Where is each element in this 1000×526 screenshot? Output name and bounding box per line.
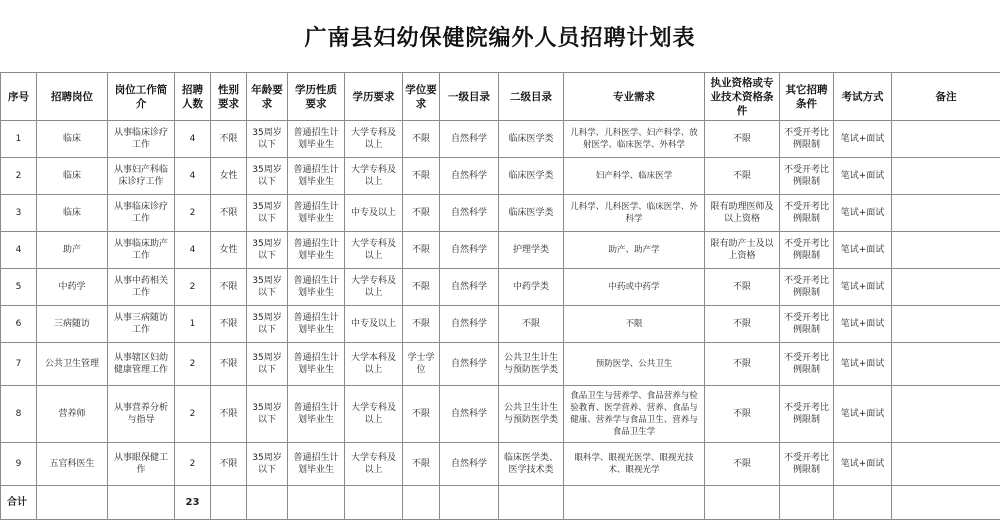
cell-index: 9 [1,443,37,486]
cell-other: 不受开考比例限制 [780,121,834,158]
total-cell-empty [288,486,345,520]
cell-qualification: 不限 [705,158,780,195]
cell-age: 35周岁以下 [247,343,288,386]
table-row [1,343,1000,386]
total-cell-empty [564,486,705,520]
cell-exam: 笔试+面试 [834,121,892,158]
cell-edu-type: 普通招生计划毕业生 [288,386,345,443]
total-cell-empty [440,486,499,520]
cell-edu-type: 普通招生计划毕业生 [288,232,345,269]
cell-majors: 助产、助产学 [564,232,705,269]
cell-index: 3 [1,195,37,232]
cell-qualification: 不限 [705,386,780,443]
column-header: 序号 [1,73,37,121]
cell-category-2: 中药学类 [499,269,564,306]
cell-exam: 笔试+面试 [834,386,892,443]
cell-count: 2 [175,269,211,306]
column-header: 学位要求 [403,73,440,121]
total-row [1,486,1000,520]
total-cell-empty [37,486,108,520]
cell-edu-level: 中专及以上 [345,195,403,232]
cell-count: 2 [175,343,211,386]
cell-remarks [892,195,1000,232]
cell-index: 2 [1,158,37,195]
cell-gender: 不限 [211,195,247,232]
cell-position: 三病随访 [37,306,108,343]
column-header: 学历性质要求 [288,73,345,121]
column-header: 学历要求 [345,73,403,121]
cell-degree: 不限 [403,443,440,486]
table-row [1,232,1000,269]
table-row [1,269,1000,306]
table-row [1,386,1000,443]
cell-position: 五官科医生 [37,443,108,486]
cell-edu-level: 大学专科及以上 [345,232,403,269]
cell-index: 4 [1,232,37,269]
cell-gender: 不限 [211,386,247,443]
total-count: 23 [175,486,211,520]
cell-qualification: 不限 [705,121,780,158]
cell-gender: 不限 [211,121,247,158]
cell-other: 不受开考比例限制 [780,195,834,232]
cell-degree: 学士学位 [403,343,440,386]
cell-category-2: 护理学类 [499,232,564,269]
cell-other: 不受开考比例限制 [780,343,834,386]
cell-edu-level: 大学专科及以上 [345,443,403,486]
column-header: 考试方式 [834,73,892,121]
cell-degree: 不限 [403,386,440,443]
cell-gender: 不限 [211,306,247,343]
cell-exam: 笔试+面试 [834,343,892,386]
cell-position: 中药学 [37,269,108,306]
cell-remarks [892,158,1000,195]
column-header: 其它招聘条件 [780,73,834,121]
cell-count: 1 [175,306,211,343]
cell-age: 35周岁以下 [247,443,288,486]
table-row [1,158,1000,195]
recruitment-table [0,72,1000,520]
cell-edu-type: 普通招生计划毕业生 [288,269,345,306]
total-cell-empty [403,486,440,520]
cell-edu-level: 大学专科及以上 [345,386,403,443]
cell-age: 35周岁以下 [247,306,288,343]
cell-edu-type: 普通招生计划毕业生 [288,121,345,158]
cell-category-1: 自然科学 [440,232,499,269]
cell-gender: 女性 [211,158,247,195]
cell-qualification: 限有助理医师及以上资格 [705,195,780,232]
cell-index: 6 [1,306,37,343]
total-cell-empty [211,486,247,520]
column-header: 年龄要求 [247,73,288,121]
cell-category-2: 公共卫生计生与预防医学类 [499,343,564,386]
cell-other: 不受开考比例限制 [780,443,834,486]
cell-category-2: 临床医学类 [499,158,564,195]
total-cell-empty [499,486,564,520]
cell-remarks [892,121,1000,158]
cell-exam: 笔试+面试 [834,195,892,232]
cell-duties: 从事妇产科临床诊疗工作 [108,158,175,195]
cell-exam: 笔试+面试 [834,158,892,195]
cell-qualification: 不限 [705,269,780,306]
cell-category-1: 自然科学 [440,443,499,486]
cell-category-1: 自然科学 [440,343,499,386]
cell-other: 不受开考比例限制 [780,306,834,343]
cell-other: 不受开考比例限制 [780,158,834,195]
cell-exam: 笔试+面试 [834,232,892,269]
cell-degree: 不限 [403,232,440,269]
cell-age: 35周岁以下 [247,195,288,232]
cell-edu-type: 普通招生计划毕业生 [288,306,345,343]
column-header: 专业需求 [564,73,705,121]
cell-position: 临床 [37,158,108,195]
cell-index: 8 [1,386,37,443]
cell-edu-type: 普通招生计划毕业生 [288,443,345,486]
cell-position: 公共卫生管理 [37,343,108,386]
cell-duties: 从事营养分析与指导 [108,386,175,443]
cell-category-1: 自然科学 [440,386,499,443]
cell-other: 不受开考比例限制 [780,232,834,269]
cell-position: 临床 [37,195,108,232]
cell-age: 35周岁以下 [247,158,288,195]
cell-exam: 笔试+面试 [834,443,892,486]
cell-edu-level: 大学专科及以上 [345,121,403,158]
total-cell-empty [108,486,175,520]
cell-category-1: 自然科学 [440,269,499,306]
cell-position: 临床 [37,121,108,158]
cell-remarks [892,232,1000,269]
cell-edu-level: 大学专科及以上 [345,158,403,195]
cell-category-2: 公共卫生计生与预防医学类 [499,386,564,443]
total-cell-empty [892,486,1000,520]
table-row [1,306,1000,343]
cell-degree: 不限 [403,306,440,343]
cell-duties: 从事临床助产工作 [108,232,175,269]
total-cell-empty [705,486,780,520]
cell-exam: 笔试+面试 [834,306,892,343]
cell-duties: 从事临床诊疗工作 [108,195,175,232]
cell-qualification: 不限 [705,306,780,343]
cell-other: 不受开考比例限制 [780,269,834,306]
cell-majors: 妇产科学、临床医学 [564,158,705,195]
header-row [1,73,1000,121]
cell-count: 4 [175,121,211,158]
cell-edu-level: 大学本科及以上 [345,343,403,386]
cell-gender: 不限 [211,269,247,306]
cell-edu-type: 普通招生计划毕业生 [288,195,345,232]
table-row [1,443,1000,486]
column-header: 备注 [892,73,1000,121]
cell-qualification: 限有助产士及以上资格 [705,232,780,269]
cell-edu-level: 大学专科及以上 [345,269,403,306]
cell-remarks [892,386,1000,443]
column-header: 二级目录 [499,73,564,121]
cell-edu-type: 普通招生计划毕业生 [288,158,345,195]
table-row [1,121,1000,158]
column-header: 招聘人数 [175,73,211,121]
cell-category-1: 自然科学 [440,121,499,158]
table-row [1,195,1000,232]
cell-count: 4 [175,158,211,195]
cell-remarks [892,443,1000,486]
cell-other: 不受开考比例限制 [780,386,834,443]
cell-duties: 从事临床诊疗工作 [108,121,175,158]
cell-edu-type: 普通招生计划毕业生 [288,343,345,386]
column-header: 岗位工作简介 [108,73,175,121]
cell-category-1: 自然科学 [440,195,499,232]
cell-index: 5 [1,269,37,306]
cell-degree: 不限 [403,269,440,306]
cell-duties: 从事眼保健工作 [108,443,175,486]
cell-gender: 不限 [211,443,247,486]
cell-qualification: 不限 [705,443,780,486]
cell-gender: 不限 [211,343,247,386]
cell-majors: 预防医学、公共卫生 [564,343,705,386]
cell-majors: 儿科学、儿科医学、临床医学、外科学 [564,195,705,232]
cell-remarks [892,343,1000,386]
page-title: 广南县妇幼保健院编外人员招聘计划表 [304,25,696,51]
cell-gender: 女性 [211,232,247,269]
cell-majors: 中药或中药学 [564,269,705,306]
cell-category-1: 自然科学 [440,306,499,343]
cell-category-1: 自然科学 [440,158,499,195]
cell-age: 35周岁以下 [247,386,288,443]
cell-index: 1 [1,121,37,158]
total-cell-empty [780,486,834,520]
cell-remarks [892,269,1000,306]
column-header: 性别要求 [211,73,247,121]
cell-position: 助产 [37,232,108,269]
total-cell-empty [834,486,892,520]
cell-category-2: 不限 [499,306,564,343]
cell-age: 35周岁以下 [247,269,288,306]
column-header: 执业资格或专业技术资格条件 [705,73,780,121]
cell-remarks [892,306,1000,343]
cell-majors: 食品卫生与营养学、食品营养与检验教育、医学营养、营养、食品与健康、营养学与食品卫生、营养与食品卫生学 [564,386,705,443]
column-header: 招聘岗位 [37,73,108,121]
cell-index: 7 [1,343,37,386]
cell-count: 2 [175,386,211,443]
cell-count: 2 [175,443,211,486]
cell-majors: 不限 [564,306,705,343]
cell-age: 35周岁以下 [247,232,288,269]
cell-degree: 不限 [403,158,440,195]
cell-count: 2 [175,195,211,232]
cell-count: 4 [175,232,211,269]
cell-qualification: 不限 [705,343,780,386]
cell-degree: 不限 [403,121,440,158]
cell-majors: 眼科学、眼视光医学、眼视光技术、眼视光学 [564,443,705,486]
cell-duties: 从事三病随访工作 [108,306,175,343]
cell-age: 35周岁以下 [247,121,288,158]
total-label: 合计 [1,486,37,520]
cell-position: 营养师 [37,386,108,443]
cell-edu-level: 中专及以上 [345,306,403,343]
total-cell-empty [247,486,288,520]
cell-exam: 笔试+面试 [834,269,892,306]
cell-category-2: 临床医学类 [499,195,564,232]
cell-duties: 从事辖区妇幼健康管理工作 [108,343,175,386]
cell-category-2: 临床医学类 [499,121,564,158]
cell-majors: 儿科学、儿科医学、妇产科学、放射医学、临床医学、外科学 [564,121,705,158]
column-header: 一级目录 [440,73,499,121]
total-cell-empty [345,486,403,520]
cell-category-2: 临床医学类、医学技术类 [499,443,564,486]
cell-degree: 不限 [403,195,440,232]
cell-duties: 从事中药相关工作 [108,269,175,306]
